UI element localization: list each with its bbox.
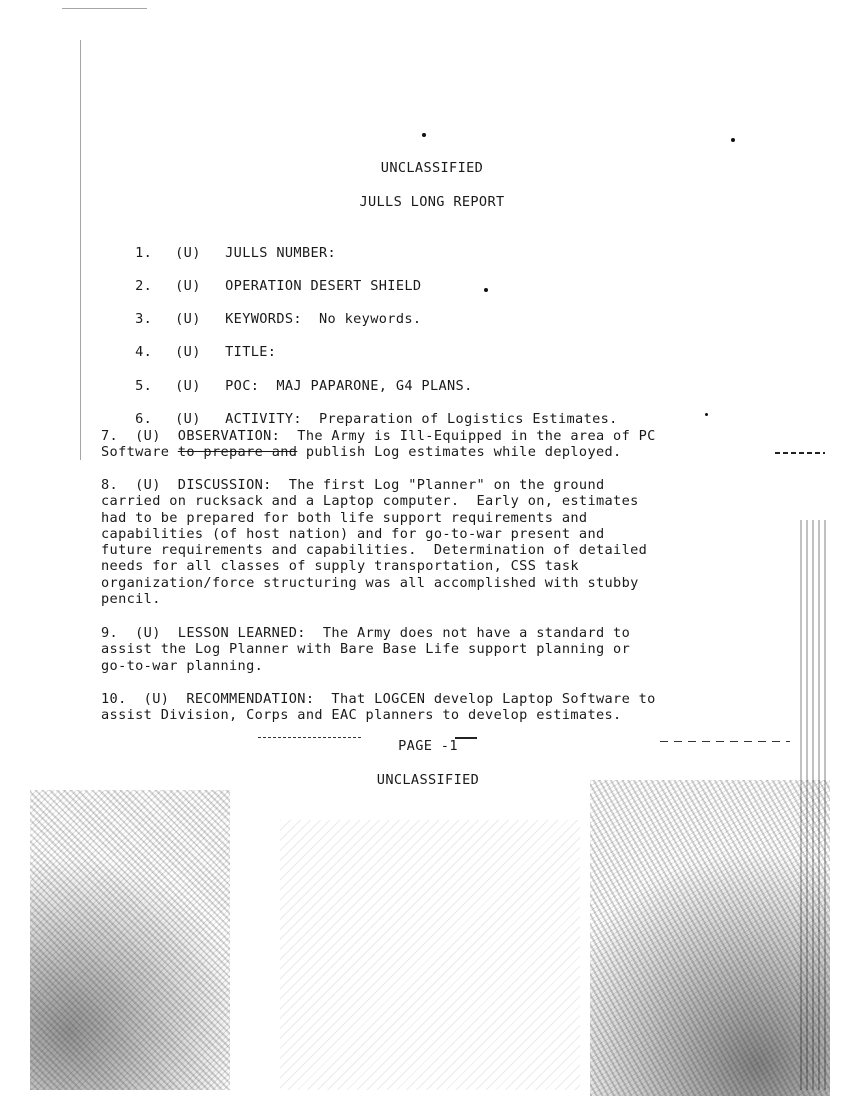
scan-speck: [731, 138, 735, 142]
item-marking: (U): [175, 344, 201, 360]
discussion-line: needs for all classes of supply transportation, CSS task: [101, 558, 579, 575]
recommendation-line: assist Division, Corps and EAC planners to develop estimates.: [101, 707, 622, 724]
discussion-paragraph: [101, 477, 781, 607]
item-number: 3.: [135, 311, 153, 327]
item-text: JULLS NUMBER:: [225, 245, 337, 261]
scan-mark-top: [62, 8, 147, 9]
page-number: PAGE -1: [398, 738, 458, 754]
scan-dash: [775, 452, 825, 454]
item-marking: (U): [175, 411, 201, 427]
recommendation-line: 10. (U) RECOMMENDATION: That LOGCEN develop Laptop Software to: [101, 691, 656, 707]
observation-struck-text: to prepare and: [177, 444, 298, 461]
observation-line: 7. (U) OBSERVATION: The Army is Ill-Equipped in the area of PC: [101, 428, 656, 444]
observation-text: publish Log estimates while deployed.: [297, 444, 622, 461]
report-title: JULLS LONG REPORT: [359, 194, 505, 210]
observation-paragraph: [101, 428, 781, 461]
item-text: TITLE:: [225, 344, 277, 360]
discussion-line: capabilities (of host nation) and for go-to-war present and: [101, 525, 605, 542]
lesson-line: assist the Log Planner with Bare Base Life support planning or: [101, 641, 631, 658]
scan-speck: [422, 133, 426, 137]
item-text: POC: MAJ PAPARONE, G4 PLANS.: [225, 378, 473, 394]
observation-text: Software: [101, 444, 178, 461]
discussion-line: 8. (U) DISCUSSION: The first Log "Planner" on the ground: [101, 477, 605, 493]
discussion-line: pencil.: [101, 591, 161, 608]
item-marking: (U): [175, 311, 201, 327]
item-number: 5.: [135, 378, 153, 394]
scan-noise: [800, 520, 830, 1090]
item-number: 1.: [135, 245, 153, 261]
scan-noise: [590, 780, 830, 1096]
item-marking: (U): [175, 278, 201, 294]
classification-footer: UNCLASSIFIED: [376, 772, 480, 788]
lesson-line: go-to-war planning.: [101, 657, 264, 674]
discussion-line: carried on rucksack and a Laptop computer. Early on, estimates: [101, 493, 639, 510]
item-marking: (U): [175, 378, 201, 394]
scan-speck: [484, 288, 488, 292]
item-text: ACTIVITY: Preparation of Logistics Estimates.: [225, 411, 618, 427]
lesson-line: 9. (U) LESSON LEARNED: The Army does not have a standard to: [101, 625, 631, 641]
discussion-line: had to be prepared for both life support requirements and: [101, 509, 588, 526]
item-number: 6.: [135, 411, 153, 427]
classification-header: UNCLASSIFIED: [380, 160, 484, 176]
item-text: KEYWORDS: No keywords.: [225, 311, 422, 327]
scan-speck: [705, 413, 708, 416]
observation-line: [101, 444, 781, 460]
item-number: 4.: [135, 344, 153, 360]
scan-noise: [280, 820, 580, 1090]
recommendation-paragraph: [101, 691, 781, 724]
scan-mark-left: [80, 40, 81, 460]
item-marking: (U): [175, 245, 201, 261]
item-number: 2.: [135, 278, 153, 294]
discussion-line: future requirements and capabilities. Determination of detailed: [101, 542, 648, 559]
lesson-learned-paragraph: [101, 625, 781, 674]
discussion-line: organization/force structuring was all accomplished with stubby: [101, 574, 639, 591]
scan-noise: [30, 790, 230, 1090]
item-text: OPERATION DESERT SHIELD: [225, 278, 422, 294]
